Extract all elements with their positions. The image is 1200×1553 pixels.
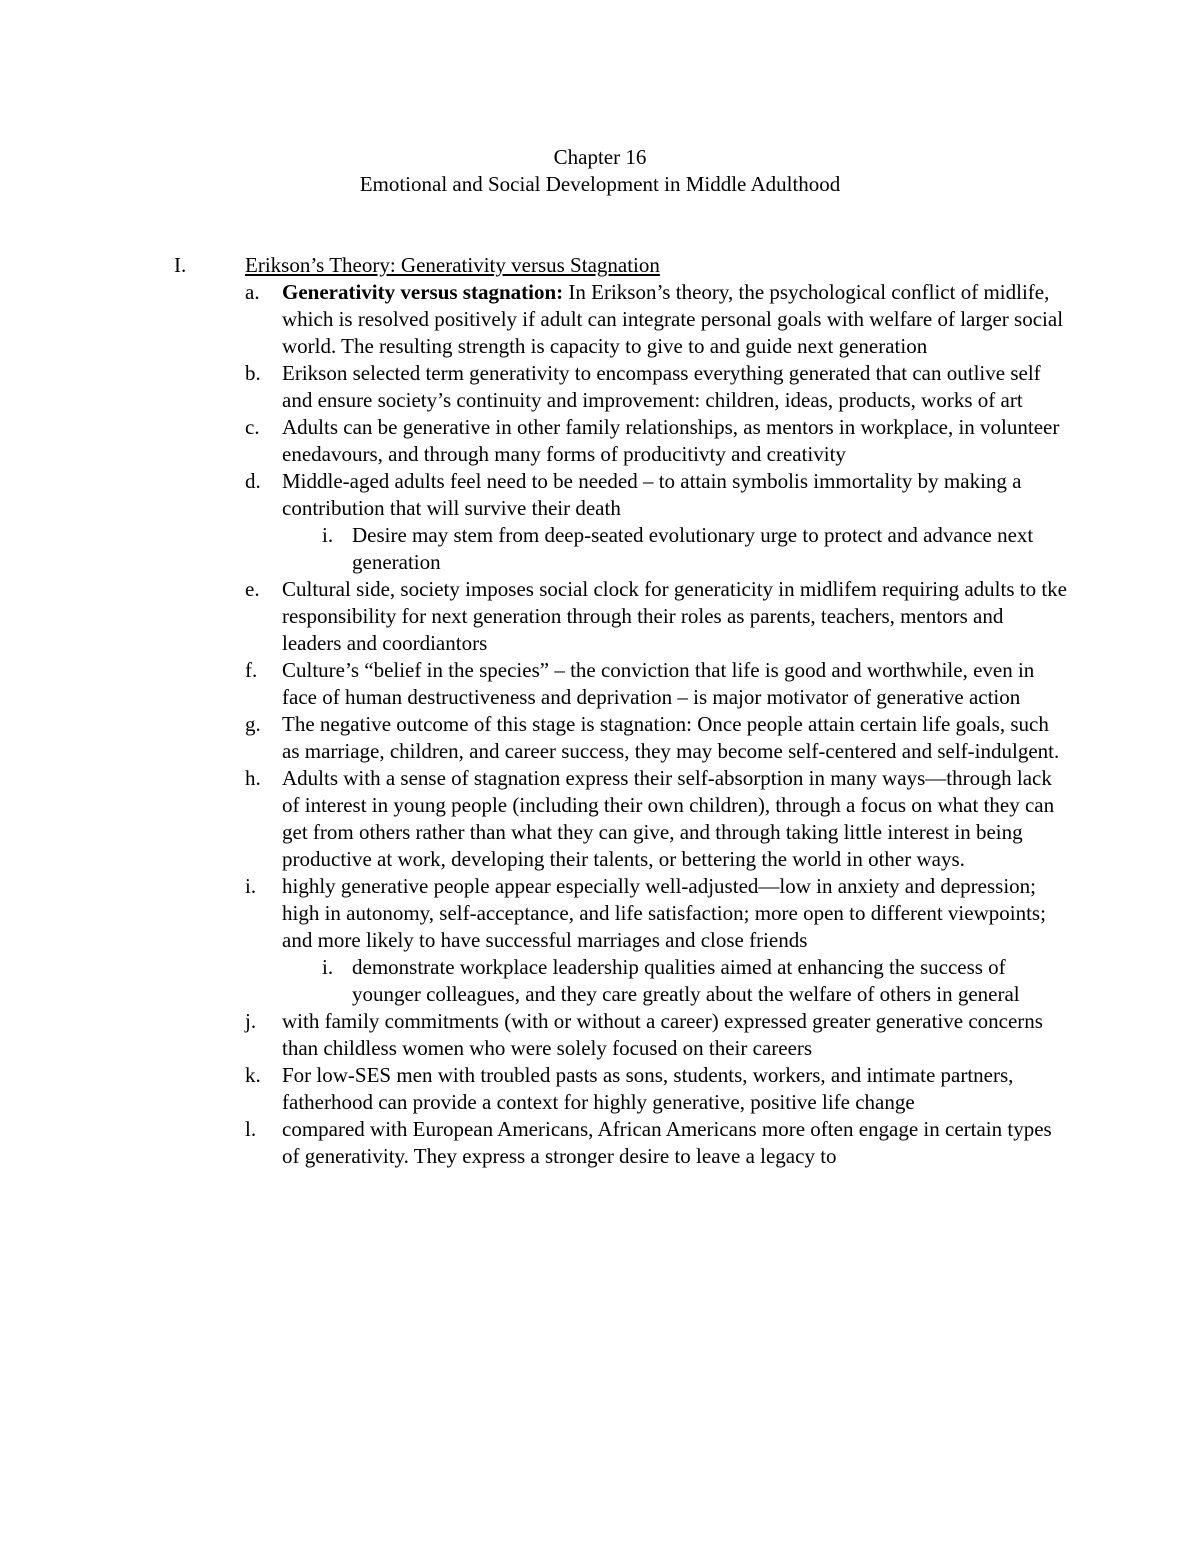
list-marker: g. bbox=[245, 712, 261, 736]
sub-list-item-text: Desire may stem from deep-seated evolutionary urge to protect and advance next generation bbox=[352, 523, 1034, 574]
list-item bbox=[0, 279, 1200, 360]
sub-list-item-text: demonstrate workplace leadership qualities aimed at enhancing the success of younger colleagues, and they care greatly about the welfare of others in general bbox=[352, 955, 1020, 1006]
chapter-subtitle: Emotional and Social Development in Middle Adulthood bbox=[359, 172, 841, 196]
section-number: I. bbox=[174, 253, 187, 277]
list-marker: h. bbox=[245, 766, 261, 790]
list-item-text: Middle-aged adults feel need to be needed – to attain symbolis immortality by making a contribution that will survive their death bbox=[282, 469, 1022, 520]
list-item-text bbox=[282, 279, 1067, 360]
term-definition: In Erikson’s theory, the psychological conflict of midlife, which is resolved positively if adult can integrate personal goals with welfare of larger social world. The resulting strength is capacity to give to and guide next generation bbox=[282, 280, 1064, 358]
list-item bbox=[0, 1008, 1200, 1062]
list-item-text: Culture’s “belief in the species” – the conviction that life is good and worthwhile, even in face of human destructiveness and deprivation – is major motivator of generative action bbox=[282, 658, 1035, 709]
list-item bbox=[0, 414, 1200, 468]
list-marker: f. bbox=[245, 658, 258, 682]
list-marker: a. bbox=[245, 280, 260, 304]
list-marker: c. bbox=[245, 415, 260, 439]
list-item bbox=[0, 1062, 1200, 1116]
sub-list-item bbox=[0, 954, 1200, 1008]
chapter-title: Chapter 16 bbox=[553, 145, 647, 169]
list-marker: l. bbox=[245, 1117, 257, 1141]
list-item-text: For low-SES men with troubled pasts as sons, students, workers, and intimate partners, fatherhood can provide a context for highly generative, positive life change bbox=[282, 1063, 1014, 1114]
list-item-text: highly generative people appear especially well-adjusted—low in anxiety and depression; high in autonomy, self-acceptance, and life satisfaction; more open to different viewpoints; and more likely to have successful marriages and close friends bbox=[282, 874, 1046, 952]
list-marker: e. bbox=[245, 577, 260, 601]
list-item bbox=[0, 711, 1200, 765]
list-marker: d. bbox=[245, 469, 261, 493]
section-heading: Erikson’s Theory: Generativity versus Stagnation bbox=[245, 253, 660, 277]
list-item bbox=[0, 360, 1200, 414]
list-item-text: Adults can be generative in other family relationships, as mentors in workplace, in volunteer enedavours, and through many forms of producitivty and creativity bbox=[282, 415, 1060, 466]
list-item bbox=[0, 576, 1200, 657]
sub-list-marker: i. bbox=[322, 523, 334, 547]
list-marker: j. bbox=[245, 1009, 257, 1033]
term-bold: Generativity versus stagnation: bbox=[282, 280, 564, 304]
list-item-text: The negative outcome of this stage is stagnation: Once people attain certain life goals, such as marriage, children, and career success, they may become self-centered and self-indulgent. bbox=[282, 712, 1060, 763]
list-item-text: compared with European Americans, African Americans more often engage in certain types of generativity. They express a stronger desire to leave a legacy to bbox=[282, 1117, 1052, 1168]
sub-list-item bbox=[0, 522, 1200, 576]
list-marker: k. bbox=[245, 1063, 261, 1087]
list-item bbox=[0, 657, 1200, 711]
list-item-text: with family commitments (with or without a career) expressed greater generative concerns than childless women who were solely focused on their careers bbox=[282, 1009, 1043, 1060]
list-item bbox=[0, 873, 1200, 954]
list-item bbox=[0, 765, 1200, 873]
list-item-text: Cultural side, society imposes social clock for generaticity in midlifem requiring adults to tke responsibility for next generation through their roles as parents, teachers, mentors and leaders and coordiantors bbox=[282, 577, 1067, 655]
list-item-text: Adults with a sense of stagnation express their self-absorption in many ways—through lack of interest in young people (including their own children), through a focus on what they can get from others rather than what they can give, and through taking little interest in being productive at work, developing their talents, or bettering the world in other ways. bbox=[282, 766, 1055, 871]
sub-list-marker: i. bbox=[322, 955, 334, 979]
list-item bbox=[0, 1116, 1200, 1170]
list-item-text: Erikson selected term generativity to encompass everything generated that can outlive self and ensure society’s continuity and improvement: children, ideas, products, works of art bbox=[282, 361, 1041, 412]
list-item bbox=[0, 468, 1200, 522]
list-marker: i. bbox=[245, 874, 257, 898]
outline-list bbox=[0, 279, 1200, 1170]
list-marker: b. bbox=[245, 361, 261, 385]
